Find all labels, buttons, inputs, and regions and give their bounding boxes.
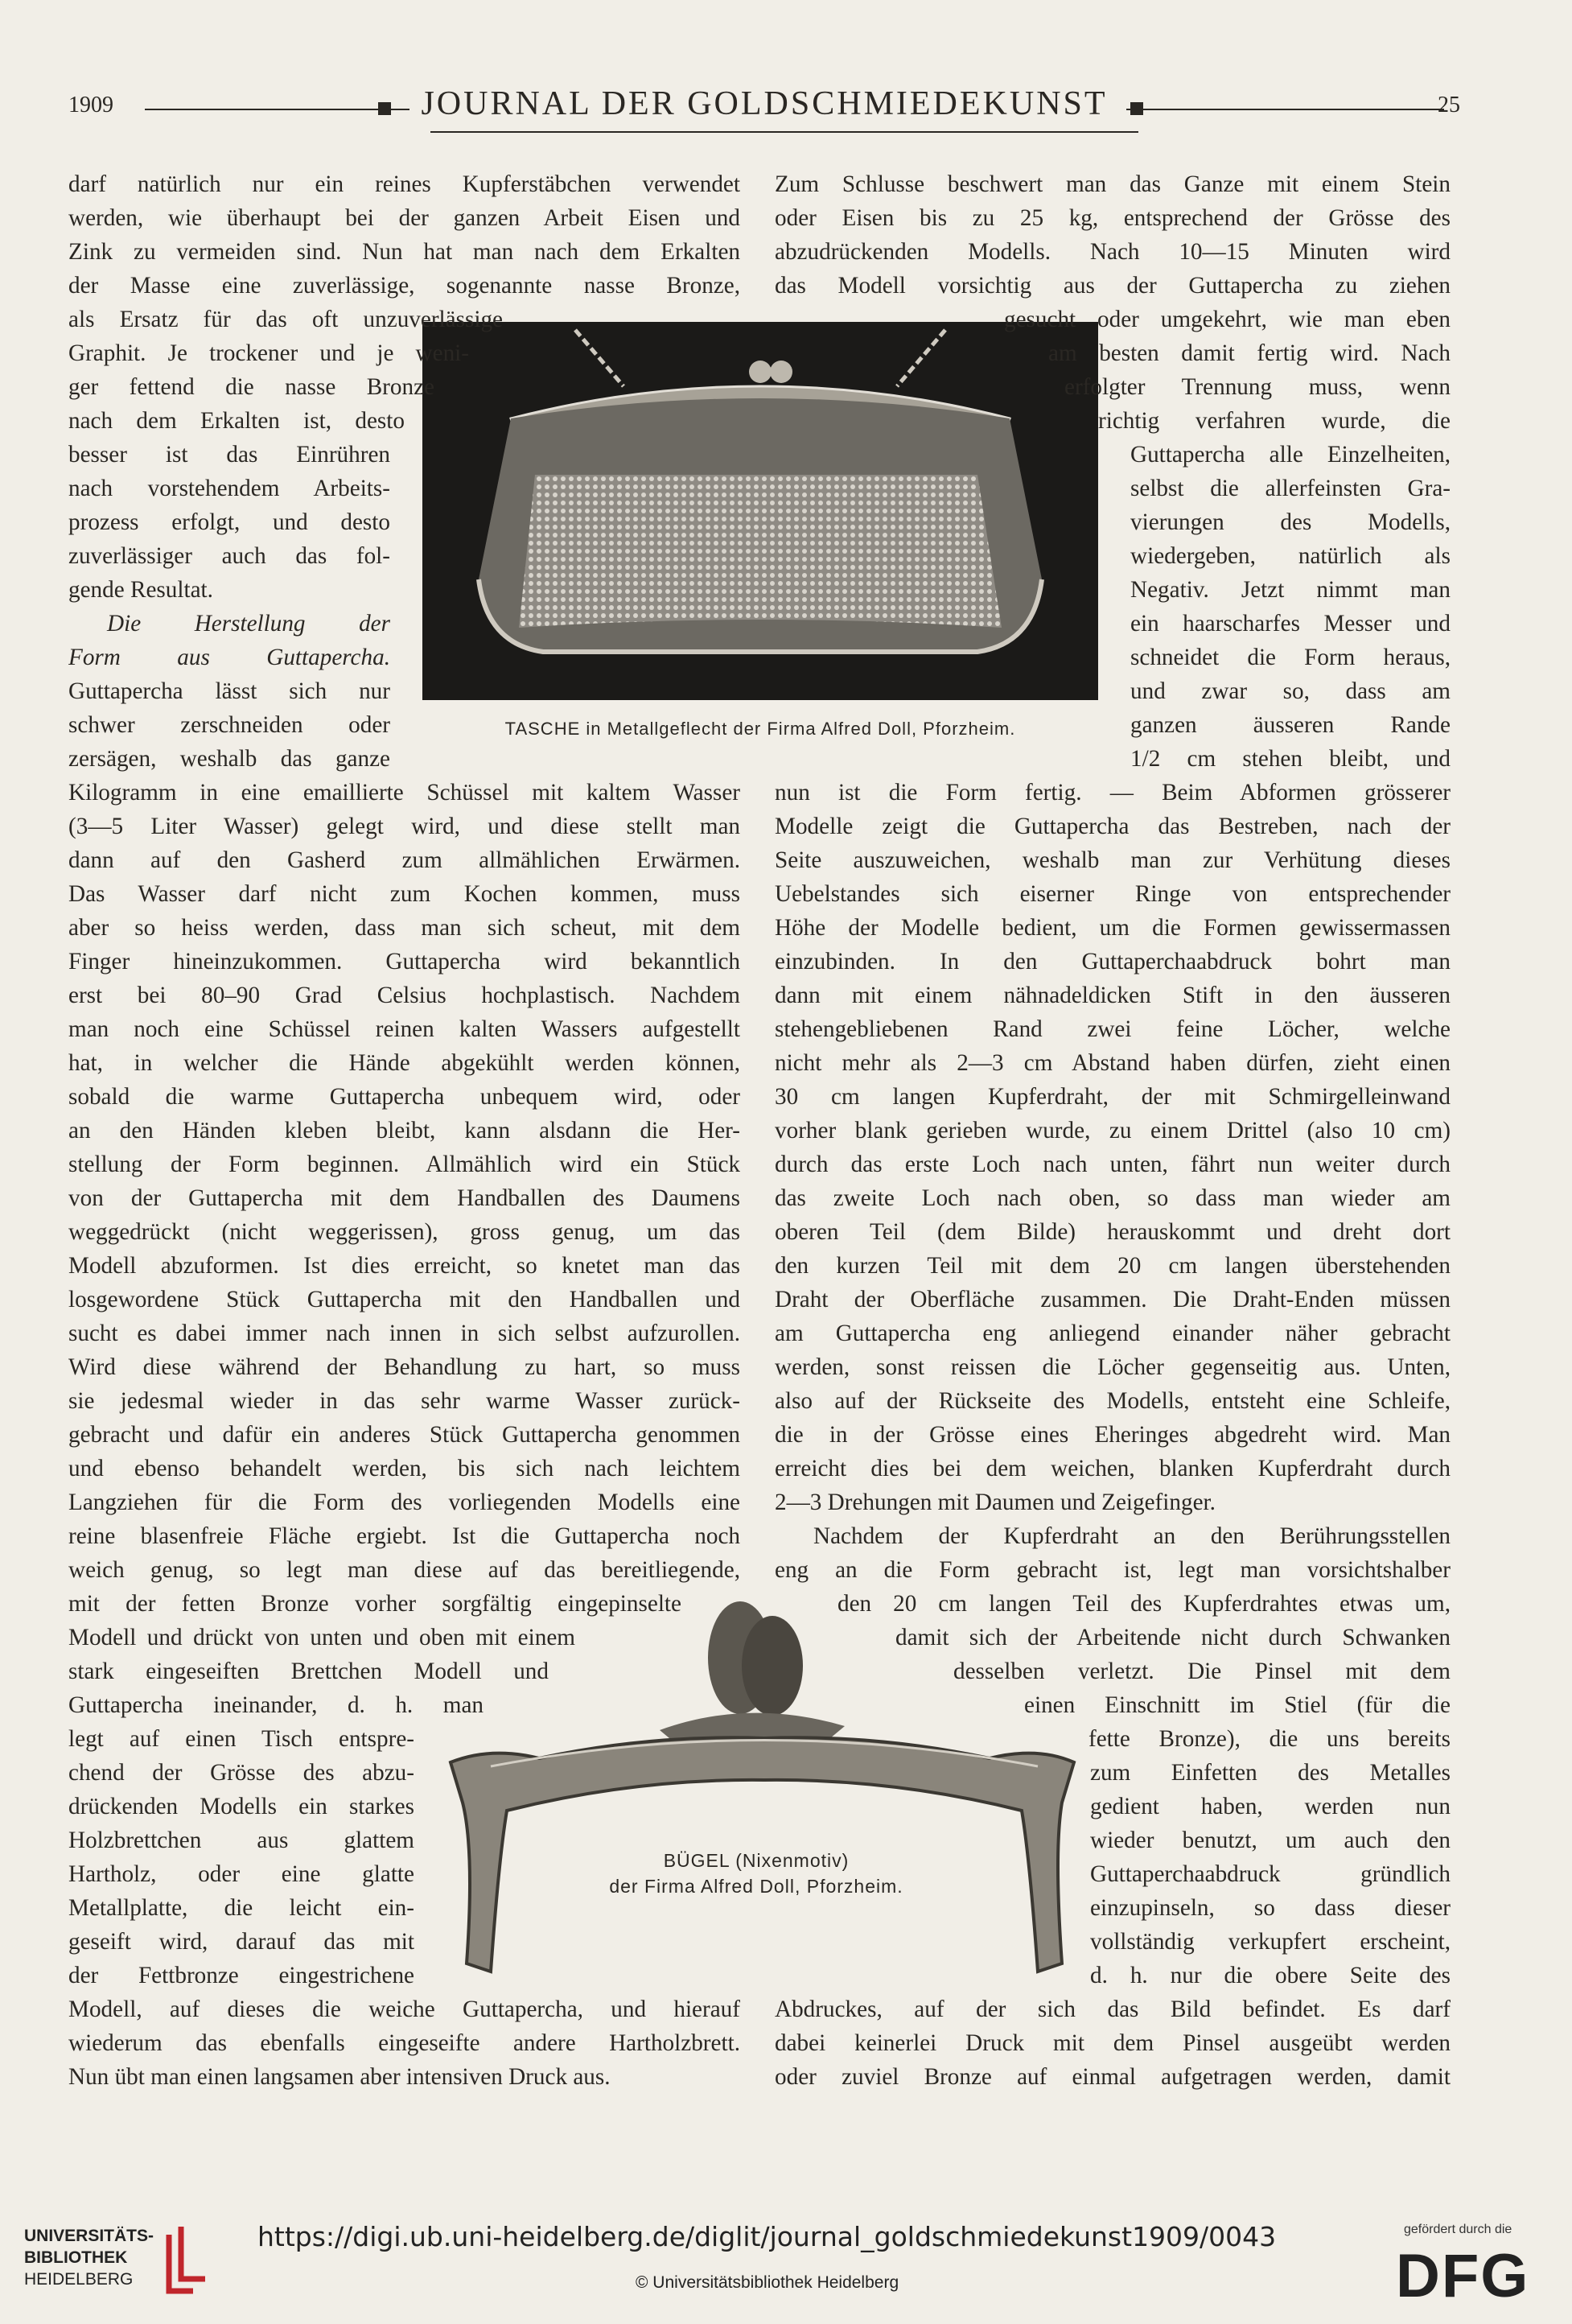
text-line: Holzbrettchen aus glattem — [68, 1827, 414, 1853]
text-line: erreicht dies bei dem weichen, blanken Kupferdraht durch — [775, 1456, 1451, 1481]
text-line: zuverlässiger auch das fol- — [68, 543, 390, 569]
text-line: stellung der Form beginnen. Allmählich wird ein Stück — [68, 1152, 740, 1177]
library-name-line2: BIBLIOTHEK — [24, 2248, 128, 2267]
text-line: besser ist das Einrühren — [68, 442, 390, 468]
journal-title — [68, 84, 1460, 123]
text-line: Höhe der Modelle bedient, um die Formen gewissermassen — [775, 915, 1451, 941]
text-line: Draht der Oberfläche zusammen. Die Draht-Enden müssen — [775, 1287, 1451, 1312]
dfg-logo[interactable]: DFG — [1396, 2242, 1530, 2310]
text-line: Modelle zeigt die Guttapercha das Bestreben, nach der — [775, 814, 1451, 839]
right-column — [775, 167, 1451, 2094]
text-line: am besten damit fertig wird. Nach — [1048, 340, 1451, 366]
text-line: oberen Teil (dem Bilde) herauskommt und dreht dort — [775, 1219, 1451, 1245]
frame-caption-line2: der Firma Alfred Doll, Pforzheim. — [609, 1876, 903, 1897]
left-column — [68, 167, 740, 2094]
text-line: damit sich der Arbeitende nicht durch Schwanken — [895, 1625, 1451, 1650]
text-line: Nun übt man einen langsamen aber intensiven Druck aus. — [68, 2064, 611, 2090]
copyright-notice: © Universitätsbibliothek Heidelberg — [636, 2273, 899, 2292]
text-line: wiederum das ebenfalls eingeseifte andere Hartholzbrett. — [68, 2030, 740, 2056]
permalink-url[interactable]: https://digi.ub.uni-heidelberg.de/diglit/journal_goldschmiedekunst1909/0043 — [257, 2221, 1277, 2252]
text-line: erfolgter Trennung muss, wenn — [1064, 374, 1451, 400]
text-line: der Masse eine zuverlässige, sogenannte nasse Bronze, — [68, 273, 740, 299]
text-line: prozess erfolgt, und desto — [68, 509, 390, 535]
text-line: gebracht und dafür ein anderes Stück Guttapercha genommen — [68, 1422, 740, 1448]
text-line: Guttapercha alle Einzelheiten, — [1130, 442, 1451, 468]
text-line: das Modell vorsichtig aus der Guttapercha zu ziehen — [775, 273, 1451, 299]
text-line: 2—3 Drehungen mit Daumen und Zeigefinger. — [775, 1490, 1216, 1515]
text-line: werden, wie überhaupt bei der ganzen Arbeit Eisen und — [68, 205, 740, 231]
text-line: als Ersatz für das oft unzuverlässige — [68, 307, 503, 332]
bag-caption: TASCHE in Metallgeflecht der Firma Alfred Doll, Pforzheim. — [504, 719, 1016, 739]
text-line: gesucht oder umgekehrt, wie man eben — [1004, 307, 1451, 332]
text-line: von der Guttapercha mit dem Handballen des Daumens — [68, 1185, 740, 1211]
page-number: 25 — [1438, 93, 1460, 117]
text-line: nach dem Erkalten ist, desto — [68, 408, 405, 434]
text-line: Guttapercha lässt sich nur — [68, 678, 390, 704]
text-line: Langziehen für die Form des vorliegenden Modells eine — [68, 1490, 740, 1515]
text-line: einzupinseln, so dass dieser — [1090, 1895, 1451, 1921]
text-line: ganzen äusseren Rande — [1130, 712, 1451, 738]
text-line: abzudrückenden Modells. Nach 10—15 Minuten wird — [775, 239, 1451, 265]
text-line: wieder benutzt, um auch den — [1090, 1827, 1451, 1853]
text-line: wiedergeben, natürlich als — [1130, 543, 1451, 569]
text-line: Seite auszuweichen, weshalb man zur Verhütung dieses — [775, 847, 1451, 873]
text-line: Graphit. Je trockener und je weni- — [68, 340, 469, 366]
text-line: einzubinden. In den Guttaperchaabdruck bohrt man — [775, 949, 1451, 975]
text-line: Zum Schlusse beschwert man das Ganze mit einem Stein — [775, 171, 1451, 197]
text-line: schneidet die Form heraus, — [1130, 645, 1451, 670]
section-heading: Form aus Guttapercha. — [68, 645, 390, 670]
text-line: Guttaperchaabdruck gründlich — [1090, 1861, 1451, 1887]
library-name-line1: UNIVERSITÄTS- — [24, 2227, 154, 2245]
text-line: dann auf den Gasherd zum allmählichen Erwärmen. — [68, 847, 740, 873]
text-line: drückenden Modells ein starkes — [68, 1794, 414, 1819]
text-line: zum Einfetten des Metalles — [1090, 1760, 1451, 1786]
text-line: also auf der Rückseite des Modells, entsteht eine Schleife, — [775, 1388, 1451, 1414]
text-line: den 20 cm langen Teil des Kupferdrahtes etwas um, — [837, 1591, 1451, 1617]
text-line: Das Wasser darf nicht zum Kochen kommen, muss — [68, 881, 740, 907]
text-line: vollständig verkupfert erscheint, — [1090, 1929, 1451, 1955]
text-line: d. h. nur die obere Seite des — [1090, 1963, 1451, 1988]
text-line: dann mit einem nähnadeldicken Stift in den äusseren — [775, 983, 1451, 1008]
text-line: selbst die allerfeinsten Gra- — [1130, 476, 1451, 501]
text-line: am Guttapercha eng anliegend einander näher gebracht — [775, 1321, 1451, 1346]
text-line: mit der fetten Bronze vorher sorgfältig eingepinselte — [68, 1591, 681, 1617]
text-line: stehengebliebenen Rand zwei feine Löcher, welche — [775, 1016, 1451, 1042]
text-line: man noch eine Schüssel reinen kalten Wassers aufgestellt — [68, 1016, 740, 1042]
frame-caption-line1: BÜGEL (Nixenmotiv) — [663, 1850, 850, 1871]
text-line: Zink zu vermeiden sind. Nun hat man nach dem Erkalten — [68, 239, 740, 265]
text-line: werden, sonst reissen die Löcher gegenseitig aus. Unten, — [775, 1354, 1451, 1380]
text-line: den kurzen Teil mit dem 20 cm langen überstehenden — [775, 1253, 1451, 1279]
text-line: das zweite Loch nach oben, so dass man wieder am — [775, 1185, 1451, 1211]
text-line: und ebenso behandelt werden, bis sich nach leichtem — [68, 1456, 740, 1481]
text-line: erst bei 80–90 Grad Celsius hochplastisch. Nachdem — [68, 983, 740, 1008]
text-line: nun ist die Form fertig. — Beim Abformen grösserer — [775, 780, 1451, 806]
text-line: Metallplatte, die leicht ein- — [68, 1895, 414, 1921]
text-line: gedient haben, werden nun — [1090, 1794, 1451, 1819]
text-line: reine blasenfreie Fläche ergiebt. Ist die Guttapercha noch — [68, 1523, 740, 1549]
text-line: zersägen, weshalb das ganze — [68, 746, 390, 772]
text-line: nach vorstehendem Arbeits- — [68, 476, 390, 501]
text-line: dabei keinerlei Druck mit dem Pinsel ausgeübt werden — [775, 2030, 1451, 2056]
text-line: Modell abzuformen. Ist dies erreicht, so knetet man das — [68, 1253, 740, 1279]
text-line: legt auf einen Tisch entspre- — [68, 1726, 414, 1752]
header-underline — [430, 131, 1138, 133]
text-line: losgewordene Stück Guttapercha mit den Handballen und — [68, 1287, 740, 1312]
text-line: sie jedesmal wieder in das sehr warme Wasser zurück- — [68, 1388, 740, 1414]
header-year: 1909 — [68, 93, 113, 117]
text-line: Hartholz, oder eine glatte — [68, 1861, 414, 1887]
section-heading: Die Herstellung der — [107, 611, 390, 637]
text-line: an den Händen kleben bleibt, kann alsdann die Her- — [68, 1118, 740, 1143]
text-line: geseift wird, darauf das mit — [68, 1929, 414, 1955]
journal-title-text: JOURNAL DER GOLDSCHMIEDEKUNST — [409, 85, 1118, 122]
text-line: ein haarscharfes Messer und — [1130, 611, 1451, 637]
text-line: Abdruckes, auf der sich das Bild befindet. Es darf — [775, 1996, 1451, 2022]
text-line: schwer zerschneiden oder — [68, 712, 390, 738]
text-line: Finger hineinzukommen. Guttapercha wird bekanntlich — [68, 949, 740, 975]
text-line: hat, in welcher die Hände abgekühlt werden können, — [68, 1050, 740, 1076]
text-line: Kilogramm in eine emaillierte Schüssel mit kaltem Wasser — [68, 780, 740, 806]
text-line: stark eingeseiften Brettchen Modell und — [68, 1659, 549, 1684]
library-logo[interactable] — [24, 2225, 154, 2290]
text-line: 30 cm langen Kupferdraht, der mit Schmirgelleinwand — [775, 1084, 1451, 1110]
text-line: vierungen des Modells, — [1130, 509, 1451, 535]
text-line: Uebelstandes sich eiserner Ringe von entsprechender — [775, 881, 1451, 907]
text-line: und zwar so, dass am — [1130, 678, 1451, 704]
text-line: weggedrückt (nicht weggerissen), gross genug, um das — [68, 1219, 740, 1245]
text-line: chend der Grösse des abzu- — [68, 1760, 414, 1786]
viewer-footer — [0, 2205, 1572, 2324]
text-line: sobald die warme Guttapercha unbequem wird, oder — [68, 1084, 740, 1110]
text-line: oder zuviel Bronze auf einmal aufgetragen werden, damit — [775, 2064, 1451, 2090]
text-line: Modell, auf dieses die weiche Guttapercha, und hierauf — [68, 1996, 740, 2022]
text-line: ger fettend die nasse Bronze — [68, 374, 434, 400]
text-line: Modell und drückt von unten und oben mit einem — [68, 1625, 575, 1650]
text-line: sucht es dabei immer nach innen in sich selbst aufzurollen. — [68, 1321, 740, 1346]
text-line: Guttapercha ineinander, d. h. man — [68, 1692, 484, 1718]
text-line: nicht mehr als 2—3 cm Abstand haben dürfen, zieht einen — [775, 1050, 1451, 1076]
text-line: der Fettbronze eingestrichene — [68, 1963, 414, 1988]
text-line: einen Einschnitt im Stiel (für die — [1024, 1692, 1451, 1718]
text-line: Nachdem der Kupferdraht an den Berührungsstellen — [813, 1523, 1451, 1549]
text-line: darf natürlich nur ein reines Kupferstäbchen verwendet — [68, 171, 740, 197]
text-line: fette Bronze), die uns bereits — [1088, 1726, 1451, 1752]
text-line: (3—5 Liter Wasser) gelegt wird, und diese stellt man — [68, 814, 740, 839]
text-line: Negativ. Jetzt nimmt man — [1130, 577, 1451, 603]
library-emblem-icon — [157, 2223, 217, 2295]
text-line: weich genug, so legt man diese auf das bereitliegende, — [68, 1557, 740, 1583]
text-line: richtig verfahren wurde, die — [1098, 408, 1451, 434]
text-line: 1/2 cm stehen bleibt, und — [1130, 746, 1451, 772]
text-line: desselben verletzt. Die Pinsel mit dem — [953, 1659, 1451, 1684]
library-name-line3: HEIDELBERG — [24, 2270, 134, 2289]
text-line: Wird diese während der Behandlung zu hart, so muss — [68, 1354, 740, 1380]
text-line: durch das erste Loch nach unten, fährt nun weiter durch — [775, 1152, 1451, 1177]
funding-note: gefördert durch die — [1404, 2223, 1512, 2236]
text-line: vorher blank gerieben wurde, zu einem Drittel (also 10 cm) — [775, 1118, 1451, 1143]
text-line: eng an die Form gebracht ist, legt man vorsichtshalber — [775, 1557, 1451, 1583]
text-line: gende Resultat. — [68, 577, 213, 603]
text-line: oder Eisen bis zu 25 kg, entsprechend der Grösse des — [775, 205, 1451, 231]
text-line: die in der Grösse eines Eheringes abgedreht wird. Man — [775, 1422, 1451, 1448]
text-line: aber so heiss werden, dass man sich scheut, mit dem — [68, 915, 740, 941]
page-header — [68, 84, 1460, 133]
